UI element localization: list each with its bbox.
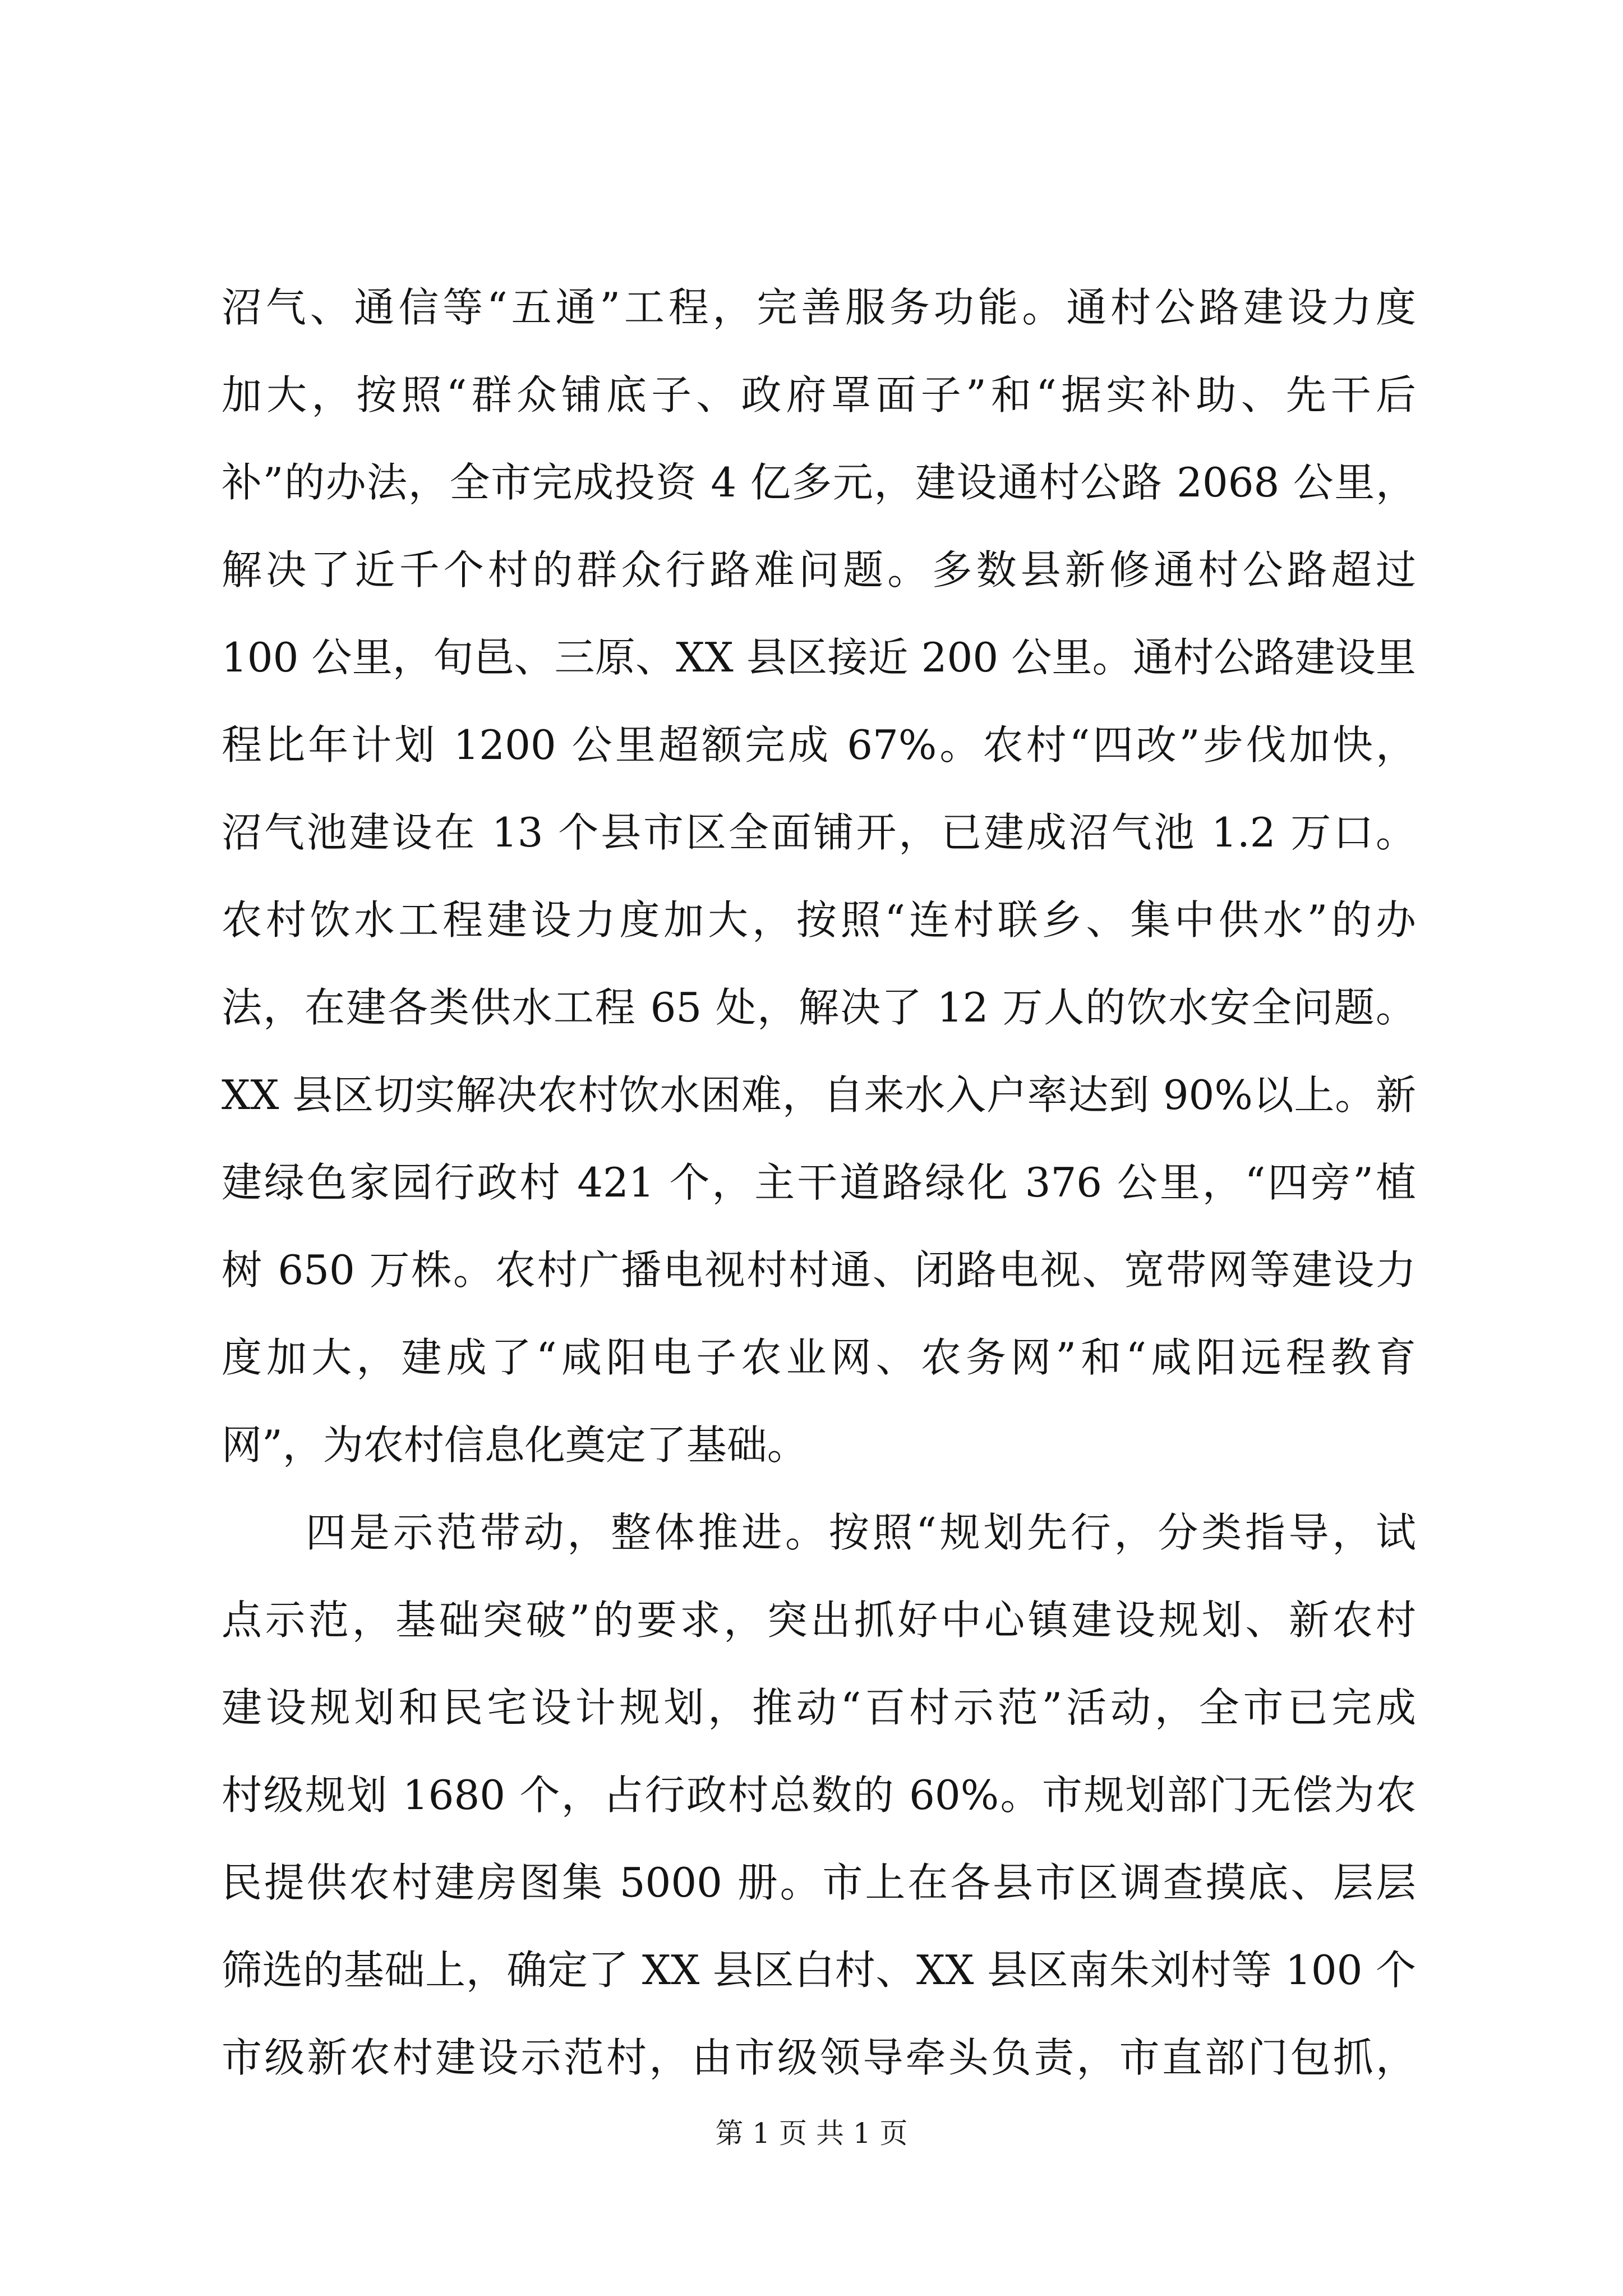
paragraph-first-line: 四是示范带动，整体推进。按照“规划先行，分类指导，试: [306, 1509, 1416, 1556]
text-line: 树 650 万株。农村广播电视村村通、闭路电视、宽带网等建设力: [222, 1246, 1416, 1294]
text-line: 补”的办法，全市完成投资 4 亿多元，建设通村公路 2068 公里，: [222, 459, 1416, 506]
page-number: 第 1 页 共 1 页: [715, 2117, 908, 2150]
text-line: 加大，按照“群众铺底子、政府罩面子”和“据实补助、先干后: [222, 371, 1416, 418]
text-line: 农村饮水工程建设力度加大，按照“连村联乡、集中供水”的办: [222, 896, 1416, 944]
text-line: 筛选的基础上，确定了 XX 县区白村、XX 县区南朱刘村等 100 个: [222, 1947, 1416, 1994]
text-line: 度加大，建成了“咸阳电子农业网、农务网”和“咸阳远程教育: [222, 1334, 1416, 1381]
text-line: 网”，为农村信息化奠定了基础。: [222, 1421, 808, 1469]
body-text: [222, 264, 1416, 2101]
text-line: 建绿色家园行政村 421 个，主干道路绿化 376 公里，“四旁”植: [222, 1159, 1416, 1206]
text-line: 沼气、通信等“五通”工程，完善服务功能。通村公路建设力度: [222, 284, 1416, 331]
text-line: 解决了近千个村的群众行路难问题。多数县新修通村公路超过: [222, 546, 1416, 593]
text-line: 100 公里，旬邑、三原、XX 县区接近 200 公里。通村公路建设里: [222, 634, 1416, 681]
text-line: 点示范，基础突破”的要求，突出抓好中心镇建设规划、新农村: [222, 1596, 1416, 1644]
text-line: 建设规划和民宅设计规划，推动“百村示范”活动，全市已完成: [222, 1684, 1416, 1731]
text-line: 村级规划 1680 个，占行政村总数的 60%。市规划部门无偿为农: [222, 1772, 1416, 1819]
page-footer: [0, 2114, 1623, 2153]
text-line: 民提供农村建房图集 5000 册。市上在各县市区调查摸底、层层: [222, 1859, 1416, 1906]
text-line: 沼气池建设在 13 个县市区全面铺开，已建成沼气池 1.2 万口。: [222, 809, 1416, 856]
text-line: 法，在建各类供水工程 65 处，解决了 12 万人的饮水安全问题。: [222, 984, 1416, 1031]
text-line: 市级新农村建设示范村，由市级领导牵头负责，市直部门包抓，: [222, 2034, 1416, 2081]
text-line: 程比年计划 1200 公里超额完成 67%。农村“四改”步伐加快，: [222, 721, 1416, 769]
text-line: XX 县区切实解决农村饮水困难，自来水入户率达到 90%以上。新: [222, 1071, 1416, 1119]
